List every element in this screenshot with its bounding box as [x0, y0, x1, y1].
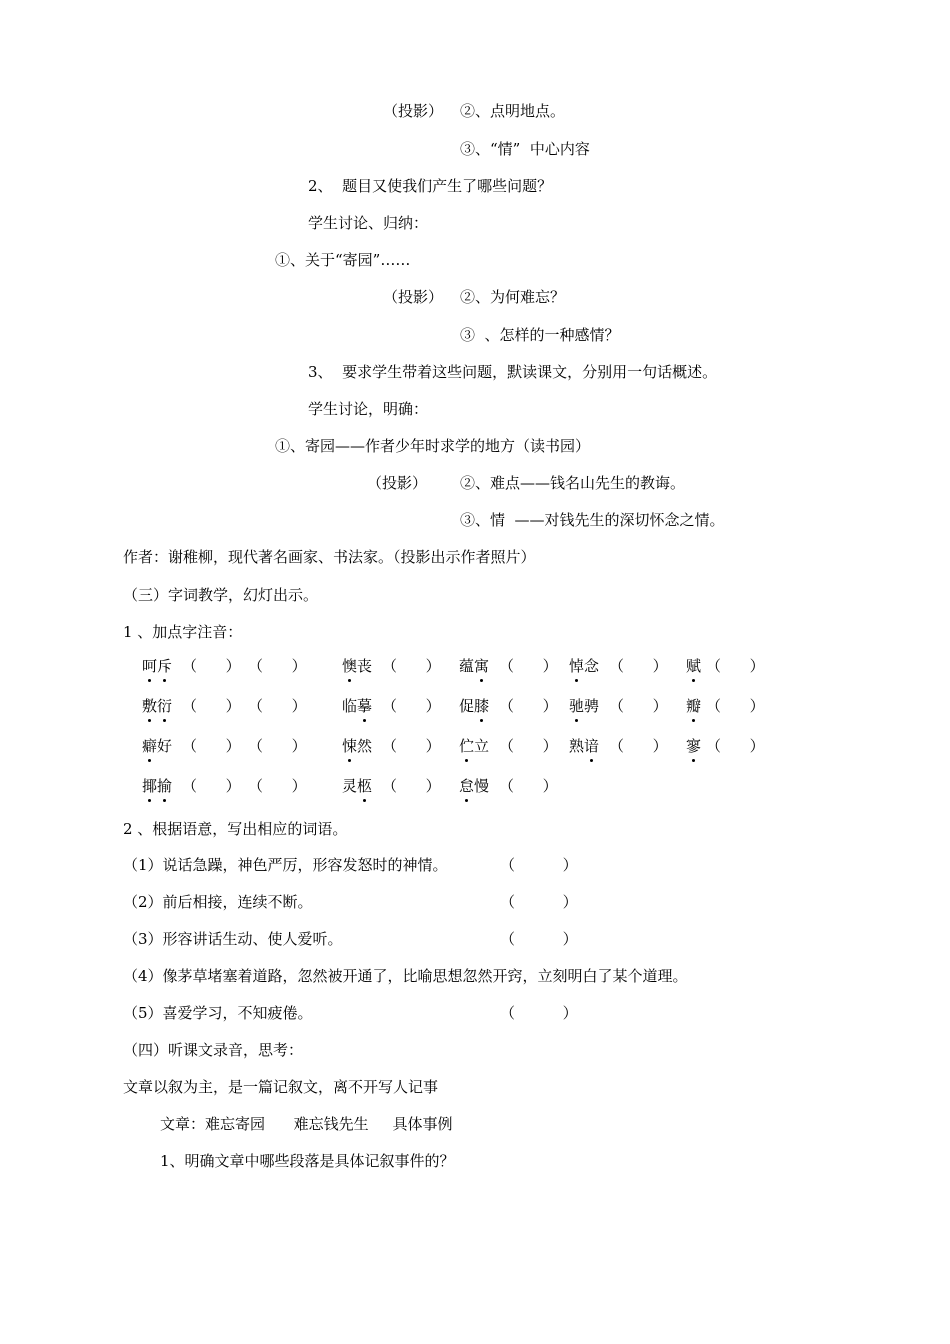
- point-3: ③、“情” 中心内容: [460, 140, 590, 158]
- emphasis-dot: [590, 759, 593, 762]
- sub-point-3: ③ 、怎样的一种感情？: [460, 326, 620, 344]
- emphasis-dot: [692, 719, 695, 722]
- meaning-item-1: （1）说话急躁，神色严厉，形容发怒时的神情。: [123, 856, 448, 874]
- sub-point-2: ②、为何难忘？: [460, 288, 566, 306]
- pinyin-blank[interactable]: （ ）: [609, 657, 668, 675]
- pinyin-blank[interactable]: （ ）: [499, 657, 558, 675]
- meaning-item-4: （4）像茅草堵塞着道路，忽然被开通了，比喻思想忽然开窍，立刻明白了某个道理。: [123, 967, 688, 985]
- answer-blank-1[interactable]: （ ）: [500, 856, 578, 874]
- emphasis-dot: [575, 679, 578, 682]
- pinyin-blank[interactable]: （ ）: [706, 737, 765, 755]
- pinyin-blank[interactable]: （ ）: [499, 697, 558, 715]
- pinyin-blank[interactable]: （ ）: [248, 777, 307, 795]
- pinyin-blank[interactable]: （ ）: [382, 777, 441, 795]
- discussion-2: 学生讨论，明确：: [308, 400, 429, 418]
- discussion-1: 学生讨论、归纳：: [308, 214, 429, 232]
- vocab-word: 敷 衍: [142, 696, 172, 716]
- answer-blank-3[interactable]: （ ）: [500, 930, 578, 948]
- emphasis-dot: [148, 679, 151, 682]
- pinyin-blank[interactable]: （ ）: [182, 697, 241, 715]
- emphasis-dot: [465, 799, 468, 802]
- question-pinyin: 1 、加点字注音：: [123, 623, 243, 641]
- emphasis-dot: [148, 799, 151, 802]
- emphasis-dot: [163, 679, 166, 682]
- pinyin-blank[interactable]: （ ）: [499, 777, 558, 795]
- pinyin-blank[interactable]: （ ）: [182, 737, 241, 755]
- emphasis-dot: [363, 719, 366, 722]
- meaning-item-3: （3）形容讲话生动、使人爱听。: [123, 930, 343, 948]
- emphasis-dot: [692, 759, 695, 762]
- section-3-title: （三）字词教学，幻灯出示。: [123, 586, 319, 604]
- meaning-item-5: （5）喜爱学习，不知疲倦。: [123, 1004, 313, 1022]
- vocab-word: 灵柩: [342, 776, 372, 796]
- emphasis-dot: [163, 719, 166, 722]
- author-line: 作者：谢稚柳，现代著名画家、书法家。（投影出示作者照片）: [123, 548, 536, 566]
- touying-label-2: （投影）: [383, 288, 444, 306]
- pinyin-blank[interactable]: （ ）: [609, 737, 668, 755]
- vocab-word: 临摹: [342, 696, 372, 716]
- vocab-word: 寥: [686, 736, 701, 756]
- emphasis-dot: [692, 679, 695, 682]
- emphasis-dot: [148, 759, 151, 762]
- question-meaning: 2 、根据语意，写出相应的词语。: [123, 820, 348, 838]
- vocab-word: 驰 骋: [569, 696, 599, 716]
- answer-blank-5[interactable]: （ ）: [500, 1004, 578, 1022]
- vocab-word: 赋: [686, 656, 701, 676]
- emphasis-dot: [163, 799, 166, 802]
- pinyin-blank[interactable]: （ ）: [248, 737, 307, 755]
- touying-label-3: （投影）: [367, 474, 428, 492]
- pinyin-blank[interactable]: （ ）: [182, 777, 241, 795]
- emphasis-dot: [465, 759, 468, 762]
- pinyin-blank[interactable]: （ ）: [499, 737, 558, 755]
- answer-3: ③、情 ——对钱先生的深切怀念之情。: [460, 511, 725, 529]
- section-4-line-1: 文章以叙为主，是一篇记叙文，离不开写人记事: [123, 1078, 439, 1096]
- vocab-word: 蕴寓: [459, 656, 489, 676]
- pinyin-blank[interactable]: （ ）: [248, 657, 307, 675]
- emphasis-dot: [480, 719, 483, 722]
- touying-label-1: （投影）: [383, 102, 444, 120]
- section-4-title: （四）听课文录音，思考：: [123, 1041, 304, 1059]
- vocab-word: 呵 斥: [142, 656, 172, 676]
- pinyin-blank[interactable]: （ ）: [706, 697, 765, 715]
- sub-point-1: ①、关于“寄园”……: [275, 251, 411, 269]
- emphasis-dot: [363, 799, 366, 802]
- vocab-word: 瓣: [686, 696, 701, 716]
- vocab-word: 癖 好: [142, 736, 172, 756]
- emphasis-dot: [148, 719, 151, 722]
- vocab-word: 懊 丧: [342, 656, 372, 676]
- pinyin-blank[interactable]: （ ）: [706, 657, 765, 675]
- vocab-word: 促膝: [459, 696, 489, 716]
- section-4-line-3: 1、明确文章中哪些段落是具体记叙事件的？: [160, 1152, 455, 1170]
- vocab-word: 伫 立: [459, 736, 489, 756]
- vocab-word: 悚 然: [342, 736, 372, 756]
- question-2: 2、 题目又使我们产生了哪些问题？: [308, 177, 553, 195]
- section-4-line-2: 文章：难忘寄园 难忘钱先生 具体事例: [160, 1115, 453, 1133]
- pinyin-blank[interactable]: （ ）: [382, 737, 441, 755]
- pinyin-blank[interactable]: （ ）: [382, 657, 441, 675]
- vocab-word: 怠 慢: [459, 776, 489, 796]
- pinyin-blank[interactable]: （ ）: [382, 697, 441, 715]
- question-3: 3、 要求学生带着这些问题，默读课文，分别用一句话概述。: [308, 363, 718, 381]
- vocab-word: 揶 揄: [142, 776, 172, 796]
- pinyin-blank[interactable]: （ ）: [182, 657, 241, 675]
- emphasis-dot: [480, 679, 483, 682]
- vocab-word: 悼 念: [569, 656, 599, 676]
- point-2: ②、点明地点。: [460, 102, 566, 120]
- pinyin-blank[interactable]: （ ）: [248, 697, 307, 715]
- answer-2: ②、难点——钱名山先生的教诲。: [460, 474, 686, 492]
- emphasis-dot: [348, 759, 351, 762]
- emphasis-dot: [575, 719, 578, 722]
- pinyin-blank[interactable]: （ ）: [609, 697, 668, 715]
- emphasis-dot: [348, 679, 351, 682]
- meaning-item-2: （2）前后相接，连续不断。: [123, 893, 313, 911]
- answer-1: ①、寄园——作者少年时求学的地方（读书园）: [275, 437, 591, 455]
- answer-blank-2[interactable]: （ ）: [500, 893, 578, 911]
- vocab-word: 熟谙: [569, 736, 599, 756]
